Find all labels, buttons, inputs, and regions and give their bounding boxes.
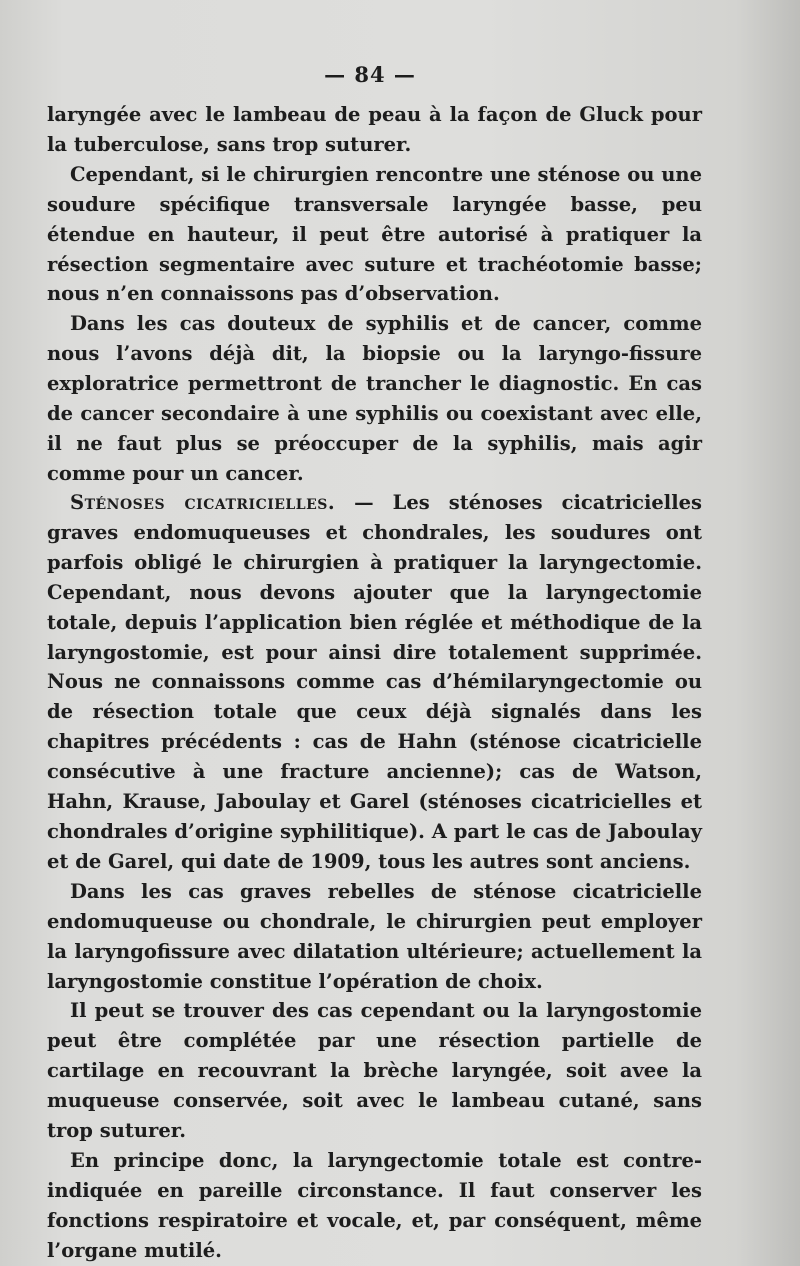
paragraph: Il peut se trouver des cas cependant ou la laryngostomie peut être complétée par une résection partielle de cartilage en recouvrant la brèche laryngée, soit avee la muqueuse conservée, soit avec le lambeau cutané, sans trop suturer.	[47, 999, 702, 1143]
paragraph: laryngée avec le lambeau de peau à la façon de Gluck pour la tuberculose, sans trop suturer.	[47, 103, 702, 156]
paragraph: Dans les cas douteux de syphilis et de cancer, comme nous l’avons déjà dit, la biopsie ou la laryngo-fissure exploratrice permettront de trancher le diagnostic. En cas de cancer secondaire à une syphilis ou coexistant avec elle, il ne faut plus se préoccuper de la syphilis, mais agir comme pour un cancer.	[47, 312, 702, 485]
section-syphilis	[47, 100, 702, 489]
paragraph-text: — Les sténoses cicatricielles graves endomuqueuses et chondrales, les soudures ont parfois obligé le chirurgien à pratiquer la laryngectomie. Cependant, nous devons ajouter que la laryngectomie totale, depuis l’application bien réglée et méthodique de la laryngostomie, est pour ainsi dire totalement supprimée. Nous ne connaissons comme cas d’hémilaryngectomie ou de résection totale que ceux déjà signalés dans les chapitres précédents : cas de Hahn (sténose cicatricielle consécutive à une fracture ancienne); cas de Watson, Hahn, Krause, Jaboulay et Garel (sténoses cicatricielles et chondrales d’origine syphilitique). A part le cas de Jaboulay et de Garel, qui date de 1909, tous les autres sont anciens.	[47, 491, 702, 873]
page-number: — 84 —	[324, 62, 416, 87]
section-stenoses-cicatricielles	[47, 488, 702, 1266]
section-heading: Sténoses cicatricielles.	[70, 491, 336, 514]
paragraph	[47, 488, 702, 877]
paragraph: En principe donc, la laryngectomie totale est contre-indiquée en pareille circonstance. Il faut conserver les fonctions respiratoire et vocale, et, par conséquent, même l’organe mutilé.	[47, 1148, 702, 1262]
paragraph: Dans les cas graves rebelles de sténose cicatricielle endomuqueuse ou chondrale, le chirurgien peut employer la laryngofissure avec dilatation ultérieure; actuellement la laryngostomie constitue l’opération de choix.	[47, 879, 702, 993]
paragraph: Cependant, si le chirurgien rencontre une sténose ou une soudure spécifique transversale laryngée basse, peu étendue en hauteur, il peut être autorisé à pratiquer la résection segmentaire avec suture et trachéotomie basse; nous n’en connaissons pas d’observation.	[47, 162, 702, 306]
